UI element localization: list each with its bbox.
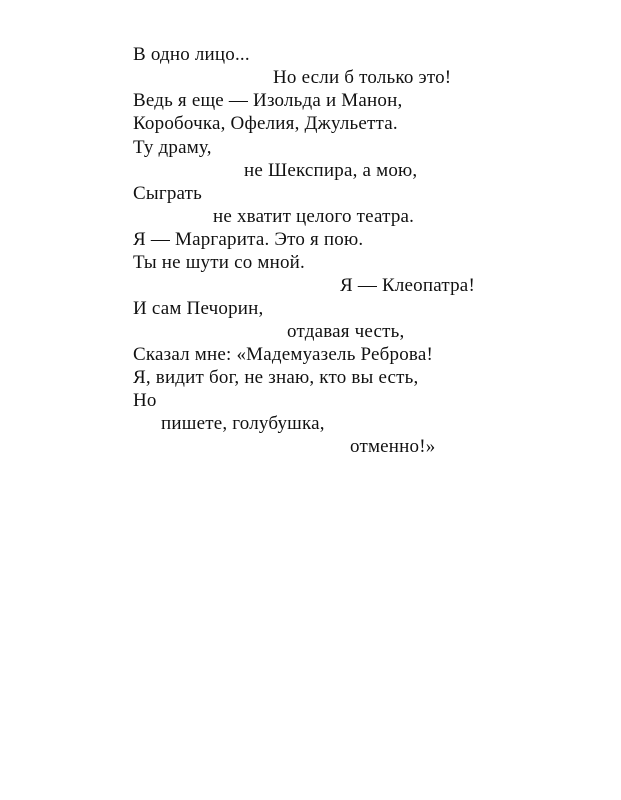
poem-line: Но если б только это! [273,67,452,88]
poem-line: И сам Печорин, [133,298,264,319]
poem-line: Я, видит бог, не знаю, кто вы есть, [133,367,419,388]
poem-line: Я — Клеопатра! [340,275,475,296]
poem-line: Сказал мне: «Мадемуазель Реброва! [133,344,434,365]
poem-line: не Шекспира, а мою, [244,160,418,181]
poem-line: Но [133,390,157,411]
poem-line: Ту драму, [133,137,212,158]
poem-line: Сыграть [133,183,203,204]
poem-line: В одно лицо... [133,44,250,65]
poem-line: пишете, голубушка, [161,413,325,434]
poem-line: Коробочка, Офелия, Джульетта. [133,113,398,134]
poem-line: Я — Маргарита. Это я пою. [133,229,364,250]
poem-line: не хватит целого театра. [213,206,415,227]
poem-line: отменно!» [350,436,436,457]
poem-line: отдавая честь, [287,321,405,342]
poem-line: Ты не шути со мной. [133,252,305,273]
poem-line: Ведь я еще — Изольда и Манон, [133,90,403,111]
